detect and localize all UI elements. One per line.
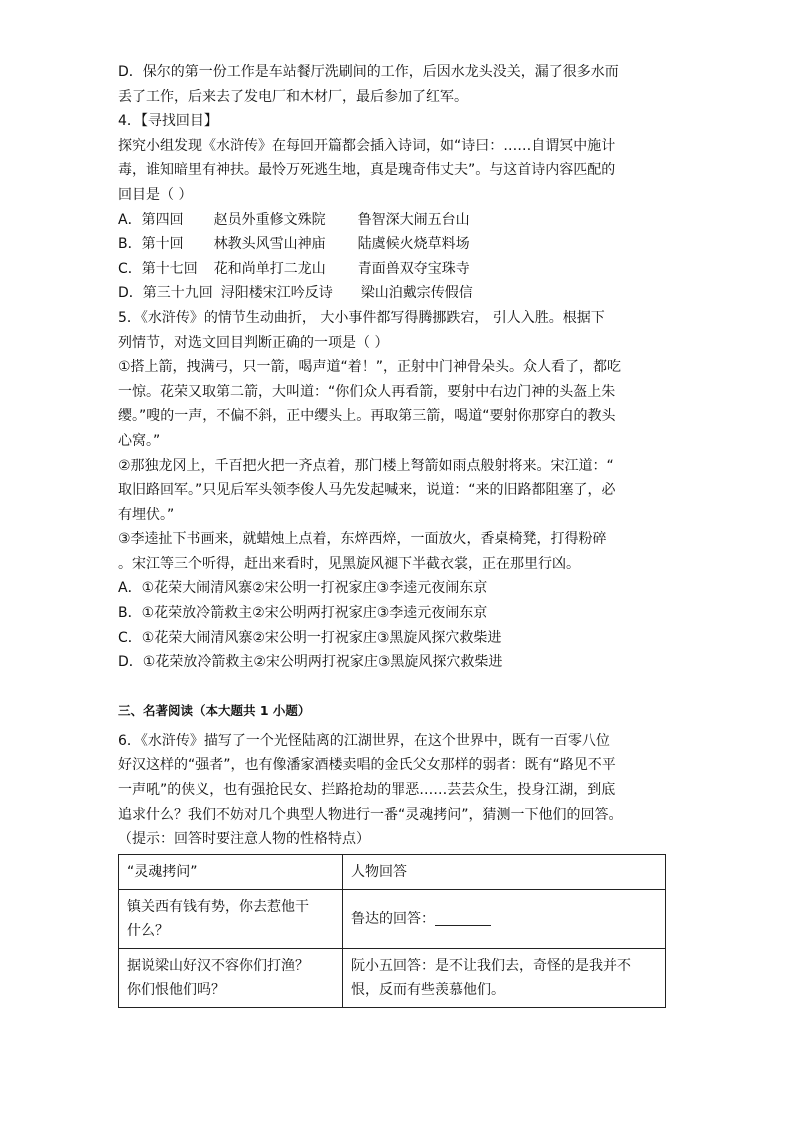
document-page [118,60,678,1008]
answer-option-b: B．①花荣放冷箭救主②宋公明两打祝家庄③李逵元夜闹东京 [118,605,488,622]
cell-line: 据说梁山好汉不容你们打渔？ [127,957,309,974]
option-text: 鲁智深大闹五台山 [357,211,470,228]
question-5 [118,306,678,675]
passage-line: 取旧路回军。”只见后军头领李俊人马先发起喊来，说道：“来的旧路都阻塞了，必 [118,482,616,499]
option-text: 浔阳楼宋江吟反诗 [220,285,333,302]
answer-prefix: 鲁达的回答： [351,910,435,927]
answer-option-c [118,257,678,282]
question-stem-line: 列情节，对选文回目判断正确的一项是（ ） [118,334,389,351]
option-text: 陆虞候火烧草料场 [357,236,470,253]
cell-line: 镇关西有钱有势，你去惹他干 [127,898,309,915]
cell-line: 什么？ [127,922,169,939]
answer-blank[interactable] [435,911,491,926]
question-hint: （提示：回答时要注意人物的性格特点） [118,831,370,848]
option-label: B．第十回 [118,236,184,253]
passage-line: 一惊。花荣又取第二箭，大叫道：“你们众人再看箭，要射中右边门神的头盔上朱 [118,383,616,400]
question-6 [118,729,678,1008]
passage-line: 有埋伏。” [118,506,175,523]
table-cell-answer [343,948,666,1007]
passage-line: ②那独龙冈上，千百把火把一齐点着，那门楼上弩箭如雨点般射将来。宋江道：“ [118,457,614,474]
passage-line: 心窝。” [118,432,161,449]
question-stem-line: 毒，谁知暗里有神扶。最怜万死逃生地，真是瑰奇伟丈夫”。与这首诗内容匹配的 [118,162,616,179]
passage-line: 缨。”嗖的一声，不偏不斜，正中缨头上。再取第三箭，喝道“要射你那穿白的教头 [118,408,616,425]
text-line: D．保尔的第一份工作是车站餐厅洗刷间的工作，后因水龙头没关，漏了很多水而 [118,64,619,80]
table-header-cell: 人物回答 [343,854,666,889]
question-stem-line: 5．《水浒传》的情节生动曲折， 大小事件都写得腾挪跌宕， 引人入胜。根据下 [118,309,605,326]
table-cell-question [119,889,343,948]
option-text: 花和尚单打二龙山 [213,260,326,277]
answer-option-a [118,208,678,233]
answer-option-c: C．①花荣大闹清风寨②宋公明一打祝家庄③黑旋风探穴救柴进 [118,629,502,646]
answer-option-a: A．①花荣大闹清风寨②宋公明一打祝家庄③李逵元夜闹东京 [118,580,488,597]
cell-line: 你们恨他们吗？ [127,981,225,998]
question-stem-line: 追求什么？我们不妨对几个典型人物进行一番“灵魂拷问”，猜测一下他们的回答。 [118,806,623,823]
table-cell-answer [343,889,666,948]
table-header-row [119,854,666,889]
table-cell-question [119,948,343,1007]
table-header-cell: “灵魂拷问” [119,854,343,889]
question-stem-line: 好汉这样的“强者”，也有像潘家酒楼卖唱的金氏父女那样的弱者：既有“路见不平 [118,757,616,774]
answer-option-b [118,232,678,257]
option-label: C．第十七回 [118,260,198,277]
answer-option-d: D．①花荣放冷箭救主②宋公明两打祝家庄③黑旋风探穴救柴进 [118,654,503,671]
section-title: 三、名著阅读（本大题共 1 小题） [118,702,311,718]
question-stem-line: 一声吼”的侠义，也有强抢民女、拦路抢劫的罪恶……芸芸众生，投身江湖，到底 [118,782,616,799]
question-4 [118,109,678,306]
table-row [119,948,666,1007]
option-text: 梁山泊戴宗传假信 [360,285,473,302]
q3-option-d [118,60,678,109]
option-text: 林教头风雪山神庙 [213,236,326,253]
passage-line: ①搭上箭，拽满弓，只一箭，喝声道“着！”，正射中门神骨朵头。众人看了，都吃 [118,359,622,376]
option-text: 青面兽双夺宝珠寺 [357,260,470,277]
answer-table [118,854,666,1008]
answer-option-d [118,281,678,306]
cell-line: 阮小五回答：是不让我们去，奇怪的是我并不 [351,957,631,974]
passage-line: ③李逵扯下书画来，就蜡烛上点着，东焠西焠，一面放火，香桌椅凳，打得粉碎 [118,531,607,548]
passage-line: 。宋江等三个听得，赶出来看时，见黑旋风褪下半截衣裳，正在那里行凶。 [118,555,580,572]
option-label: A．第四回 [118,211,184,228]
option-text: 赵员外重修文殊院 [213,211,326,228]
text-line: 丢了工作，后来去了发电厂和木材厂，最后参加了红军。 [118,88,468,105]
question-stem-line: 回目是（ ） [118,186,193,203]
question-title: 4．【寻找回目】 [118,113,218,130]
cell-line: 恨，反而有些羡慕他们。 [351,981,505,998]
question-stem-line: 探究小组发现《水浒传》在每回开篇都会插入诗词，如“诗曰：……自谓冥中施计 [118,137,616,154]
option-label: D．第三十九回 [118,285,213,302]
table-row [119,889,666,948]
question-stem-line: 6．《水浒传》描写了一个光怪陆离的江湖世界，在这个世界中，既有一百零八位 [118,732,610,749]
